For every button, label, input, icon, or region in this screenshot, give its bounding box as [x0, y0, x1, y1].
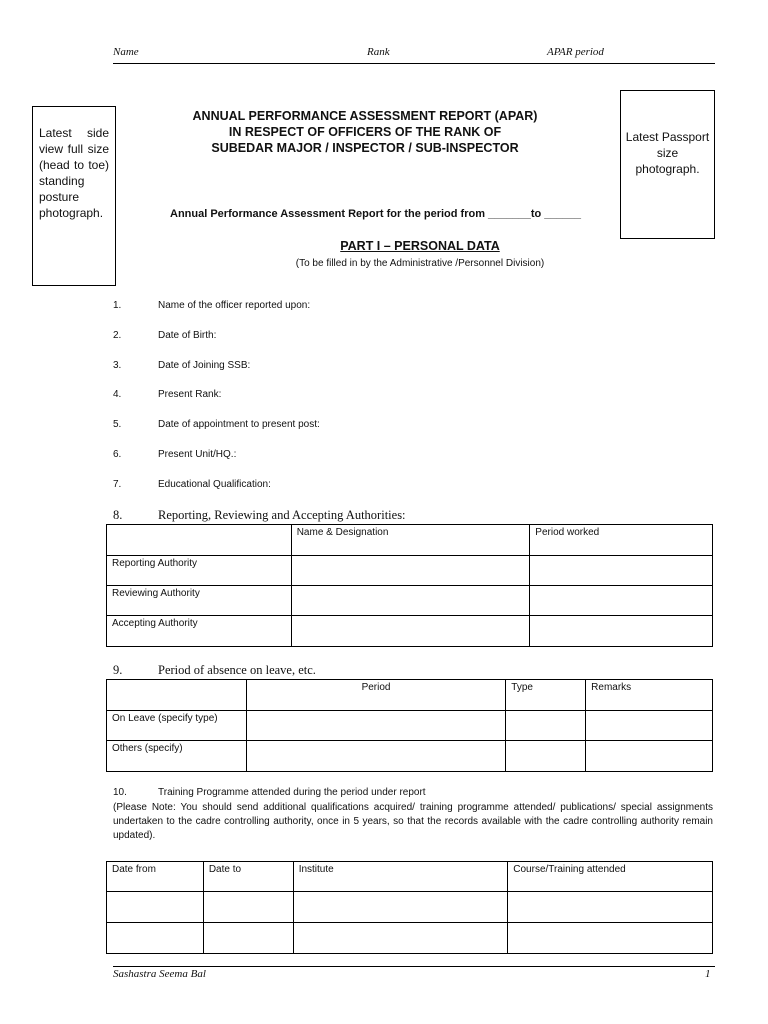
institute-cell[interactable] — [293, 923, 508, 954]
title-line-1: ANNUAL PERFORMANCE ASSESSMENT REPORT (APAR) — [192, 109, 538, 123]
institute-cell[interactable] — [293, 892, 508, 923]
remarks-cell[interactable] — [586, 741, 713, 772]
item-appointment-date: 5. Date of appointment to present post: — [113, 419, 320, 430]
table-row — [107, 923, 713, 954]
footer-org: Sashastra Seema Bal — [113, 968, 206, 980]
item-date-of-birth: 2. Date of Birth: — [113, 330, 217, 341]
period-cell[interactable] — [246, 741, 505, 772]
report-period-line: Annual Performance Assessment Report for the period from _______to ______ — [170, 208, 582, 220]
header-apar-period-label: APAR period — [547, 46, 604, 58]
footer-rule — [113, 966, 715, 967]
date-to-cell[interactable] — [203, 892, 293, 923]
table-header-cell: Name & Designation — [291, 525, 530, 556]
absence-table — [106, 679, 713, 772]
row-label: Reviewing Authority — [107, 586, 292, 616]
table-row — [107, 711, 713, 741]
date-to-cell[interactable] — [203, 923, 293, 954]
table-row — [107, 892, 713, 923]
item-present-rank: 4. Present Rank: — [113, 389, 222, 400]
period-cell[interactable] — [246, 711, 505, 741]
period-worked-cell[interactable] — [530, 556, 713, 586]
section10-note: (Please Note: You should send additional qualifications acquired/ training programme attended/ publications/ special assignments undertaken to the cadre controlling authority, once in 5 years, so that the records available with the cadre controlling authority remain updated). — [113, 802, 713, 841]
period-worked-cell[interactable] — [530, 586, 713, 616]
table-row — [107, 741, 713, 772]
header-rank-label: Rank — [367, 46, 390, 58]
header-rule — [113, 63, 715, 64]
part1-heading: PART I – PERSONAL DATA — [340, 239, 500, 253]
title-line-2: IN RESPECT OF OFFICERS OF THE RANK OF — [228, 125, 502, 139]
item-officer-name: 1. Name of the officer reported upon: — [113, 300, 311, 311]
row-label: Accepting Authority — [107, 616, 292, 647]
table-row — [107, 616, 713, 647]
row-label: Reporting Authority — [107, 556, 292, 586]
name-designation-cell[interactable] — [291, 616, 530, 647]
table-header-cell: Date from — [107, 862, 204, 892]
section9-title: 9. Period of absence on leave, etc. — [113, 663, 316, 677]
table-header-row — [107, 525, 713, 556]
row-label: Others (specify) — [107, 741, 247, 772]
table-row — [107, 586, 713, 616]
report-title — [150, 108, 580, 156]
table-header-cell: Institute — [293, 862, 508, 892]
table-header-row — [107, 680, 713, 711]
item-date-of-joining: 3. Date of Joining SSB: — [113, 360, 251, 371]
part1-subheading: (To be filled in by the Administrative /Personnel Division) — [295, 258, 545, 269]
page-number: 1 — [705, 968, 711, 980]
date-from-cell[interactable] — [107, 923, 204, 954]
period-worked-cell[interactable] — [530, 616, 713, 647]
remarks-cell[interactable] — [586, 711, 713, 741]
table-header-row — [107, 862, 713, 892]
table-header-cell — [107, 680, 247, 711]
type-cell[interactable] — [506, 711, 586, 741]
name-designation-cell[interactable] — [291, 586, 530, 616]
title-line-3: SUBEDAR MAJOR / INSPECTOR / SUB-INSPECTOR — [211, 141, 519, 155]
table-header-cell: Remarks — [586, 680, 713, 711]
side-view-photo-box: Latest side view full size (head to toe) standing posture photograph. — [32, 106, 116, 286]
table-row — [107, 556, 713, 586]
passport-photo-box: Latest Passport size photograph. — [620, 90, 715, 239]
header-name-label: Name — [113, 46, 139, 58]
date-from-cell[interactable] — [107, 892, 204, 923]
table-header-cell: Date to — [203, 862, 293, 892]
type-cell[interactable] — [506, 741, 586, 772]
course-cell[interactable] — [508, 892, 713, 923]
item-educational-qualification: 7. Educational Qualification: — [113, 479, 271, 490]
course-cell[interactable] — [508, 923, 713, 954]
table-header-cell: Period worked — [530, 525, 713, 556]
item-present-unit: 6. Present Unit/HQ.: — [113, 449, 237, 460]
training-table — [106, 861, 713, 954]
row-label: On Leave (specify type) — [107, 711, 247, 741]
authorities-table — [106, 524, 713, 647]
table-header-cell: Course/Training attended — [508, 862, 713, 892]
table-header-cell — [107, 525, 292, 556]
section10-title: 10. Training Programme attended during the period under report — [113, 787, 426, 798]
section8-title: 8. Reporting, Reviewing and Accepting Authorities: — [113, 508, 406, 522]
table-header-cell: Period — [246, 680, 505, 711]
name-designation-cell[interactable] — [291, 556, 530, 586]
table-header-cell: Type — [506, 680, 586, 711]
